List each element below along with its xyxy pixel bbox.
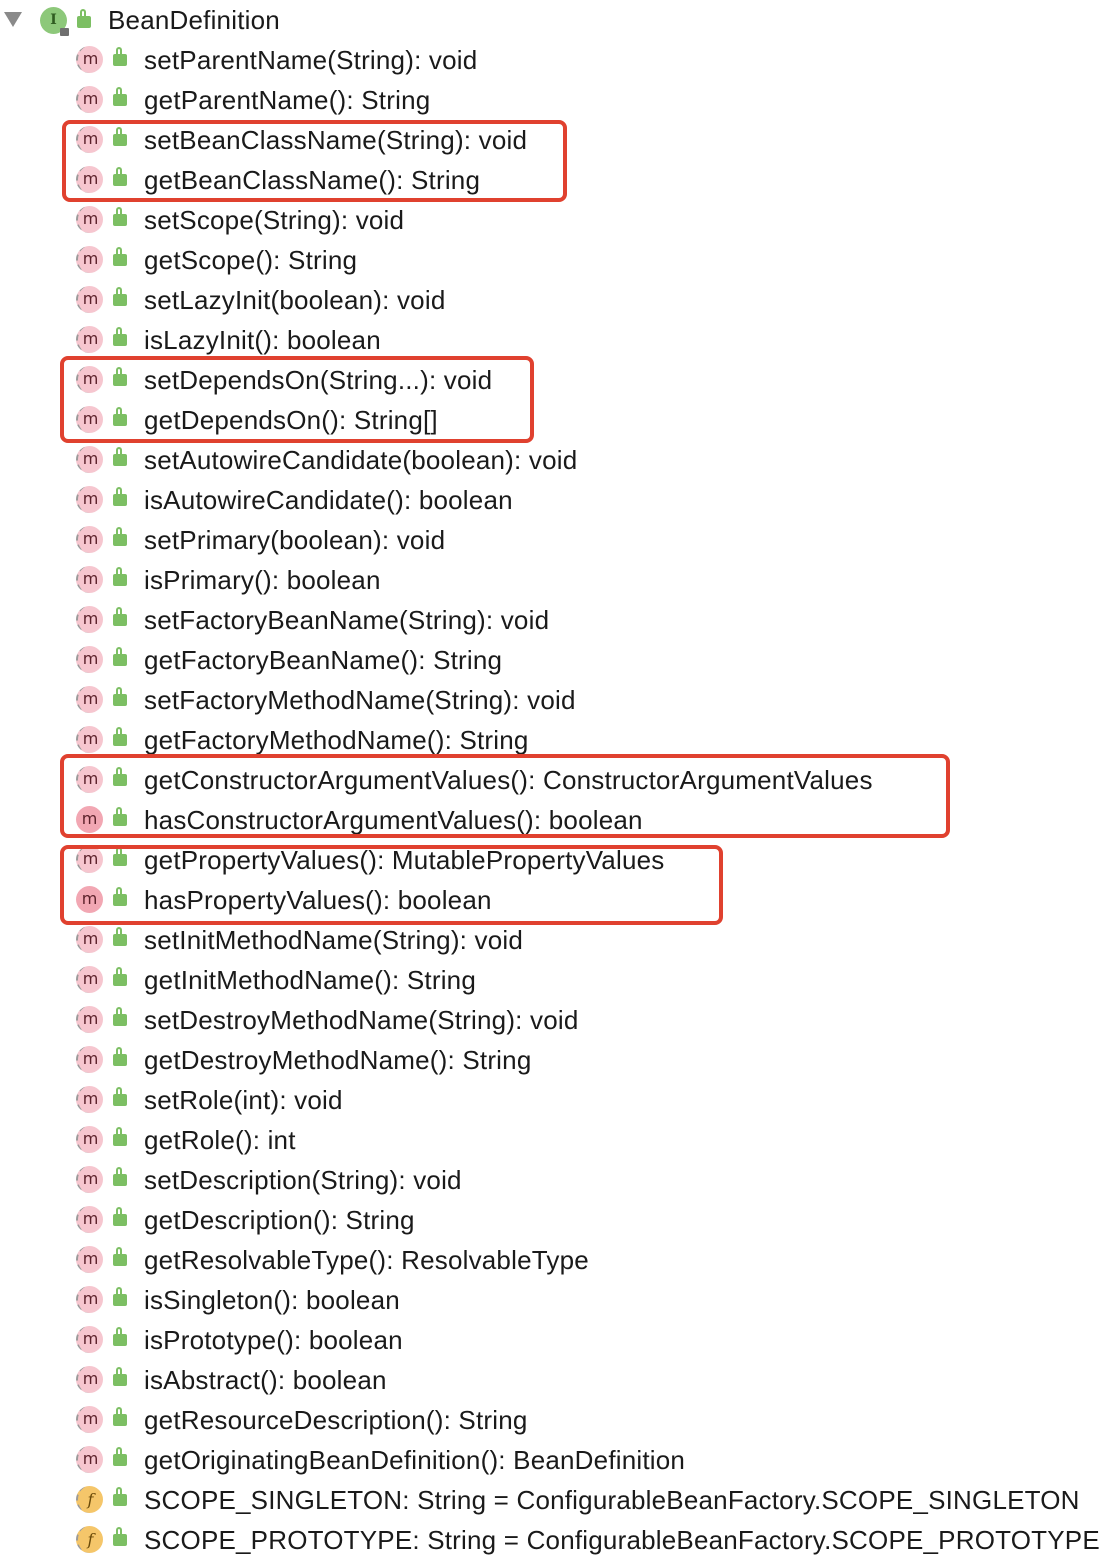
field-icon: f (76, 1486, 103, 1513)
method-row[interactable] (0, 520, 1106, 560)
member-label: setParentName(String): void (144, 45, 478, 75)
member-label: setPrimary(boolean): void (144, 525, 446, 555)
highlight-box-property-values (60, 845, 723, 925)
public-lock-icon (113, 334, 127, 346)
member-label: isAutowireCandidate(): boolean (144, 485, 513, 515)
method-row[interactable] (0, 1320, 1106, 1360)
method-icon: m (76, 1126, 103, 1153)
method-icon: m (76, 1046, 103, 1073)
method-icon: m (76, 1366, 103, 1393)
member-label: getDependsOn(): String[] (144, 405, 438, 435)
method-row[interactable] (0, 1040, 1106, 1080)
method-row[interactable] (0, 280, 1106, 320)
member-label: hasConstructorArgumentValues(): boolean (144, 805, 643, 835)
method-icon: m (76, 46, 103, 73)
method-icon: m (76, 646, 103, 673)
field-row[interactable] (0, 1520, 1106, 1560)
method-icon: m (76, 1406, 103, 1433)
field-row[interactable] (0, 1480, 1106, 1520)
method-row[interactable] (0, 600, 1106, 640)
public-lock-icon (113, 1494, 127, 1506)
member-label: getDestroyMethodName(): String (144, 1045, 532, 1075)
tree-root-row[interactable] (0, 0, 1106, 40)
method-icon: m (76, 446, 103, 473)
method-icon: m (76, 206, 103, 233)
method-row[interactable] (0, 1160, 1106, 1200)
method-row[interactable] (0, 640, 1106, 680)
public-lock-icon (113, 1054, 127, 1066)
method-icon: m (76, 406, 103, 433)
method-row[interactable] (0, 1440, 1106, 1480)
member-label: getResolvableType(): ResolvableType (144, 1245, 589, 1275)
public-lock-icon (113, 574, 127, 586)
public-lock-icon (113, 294, 127, 306)
tree-root-label: BeanDefinition (108, 5, 280, 35)
member-label: hasPropertyValues(): boolean (144, 885, 492, 915)
highlight-box-bean-class-name (62, 120, 567, 202)
interface-icon: I (40, 7, 67, 34)
method-icon: m (76, 726, 103, 753)
member-label: setInitMethodName(String): void (144, 925, 524, 955)
method-icon: m (76, 1326, 103, 1353)
method-icon: m (76, 1446, 103, 1473)
method-icon: m (76, 846, 103, 873)
method-row[interactable] (0, 1200, 1106, 1240)
public-lock-icon (113, 1534, 127, 1546)
field-icon: f (76, 1526, 103, 1553)
member-label: setScope(String): void (144, 205, 405, 235)
member-label: setBeanClassName(String): void (144, 125, 528, 155)
method-row[interactable] (0, 1240, 1106, 1280)
public-lock-icon (113, 1414, 127, 1426)
method-row[interactable] (0, 480, 1106, 520)
method-icon: m (76, 806, 103, 833)
method-icon: m (76, 486, 103, 513)
method-row[interactable] (0, 40, 1106, 80)
method-icon: m (76, 166, 103, 193)
member-label: setDependsOn(String...): void (144, 365, 493, 395)
public-lock-icon (113, 1334, 127, 1346)
member-label: getBeanClassName(): String (144, 165, 481, 195)
public-lock-icon (113, 1174, 127, 1186)
member-label: setRole(int): void (144, 1085, 343, 1115)
member-label: setFactoryBeanName(String): void (144, 605, 550, 635)
method-icon: m (76, 1086, 103, 1113)
method-row[interactable] (0, 1360, 1106, 1400)
public-lock-icon (113, 1214, 127, 1226)
method-row[interactable] (0, 240, 1106, 280)
member-label: setFactoryMethodName(String): void (144, 685, 576, 715)
member-label: isPrimary(): boolean (144, 565, 381, 595)
member-label: isAbstract(): boolean (144, 1365, 387, 1395)
method-icon: m (76, 126, 103, 153)
member-label: isLazyInit(): boolean (144, 325, 381, 355)
public-lock-icon (113, 1254, 127, 1266)
public-lock-icon (113, 734, 127, 746)
chevron-down-icon[interactable] (4, 12, 22, 27)
member-label: getScope(): String (144, 245, 358, 275)
highlight-box-constructor-args (60, 754, 950, 838)
method-row[interactable] (0, 1400, 1106, 1440)
method-row[interactable] (0, 80, 1106, 120)
public-lock-icon (113, 454, 127, 466)
public-lock-icon (113, 654, 127, 666)
method-icon: m (76, 766, 103, 793)
method-row[interactable] (0, 440, 1106, 480)
method-icon: m (76, 686, 103, 713)
method-row[interactable] (0, 960, 1106, 1000)
method-icon: m (76, 1286, 103, 1313)
public-lock-icon (113, 1014, 127, 1026)
method-icon: m (76, 366, 103, 393)
member-label: setLazyInit(boolean): void (144, 285, 446, 315)
method-icon: m (76, 526, 103, 553)
method-icon: m (76, 1166, 103, 1193)
member-label: getFactoryMethodName(): String (144, 725, 529, 755)
public-lock-icon (113, 1094, 127, 1106)
public-lock-icon (113, 94, 127, 106)
public-lock-icon (113, 934, 127, 946)
member-label: isSingleton(): boolean (144, 1285, 400, 1315)
method-icon: m (76, 286, 103, 313)
public-lock-icon (113, 214, 127, 226)
method-icon: m (76, 926, 103, 953)
public-lock-icon (113, 494, 127, 506)
method-icon: m (76, 326, 103, 353)
method-row[interactable] (0, 680, 1106, 720)
member-label: setDescription(String): void (144, 1165, 462, 1195)
method-row[interactable] (0, 920, 1106, 960)
member-label: isPrototype(): boolean (144, 1325, 403, 1355)
member-label: setAutowireCandidate(boolean): void (144, 445, 578, 475)
member-label: getParentName(): String (144, 85, 431, 115)
member-label: getOriginatingBeanDefinition(): BeanDefinition (144, 1445, 686, 1475)
method-row[interactable] (0, 560, 1106, 600)
method-icon: m (76, 886, 103, 913)
public-lock-icon (113, 254, 127, 266)
method-icon: m (76, 1006, 103, 1033)
member-label: getFactoryBeanName(): String (144, 645, 503, 675)
member-label: getConstructorArgumentValues(): ConstructorArgumentValues (144, 765, 873, 795)
member-label: SCOPE_SINGLETON: String = ConfigurableBeanFactory.SCOPE_SINGLETON (144, 1485, 1080, 1515)
method-row[interactable] (0, 200, 1106, 240)
public-lock-icon (113, 1294, 127, 1306)
method-row[interactable] (0, 1080, 1106, 1120)
public-lock-icon (113, 534, 127, 546)
public-lock-icon (113, 694, 127, 706)
method-row[interactable] (0, 1120, 1106, 1160)
method-icon: m (76, 966, 103, 993)
public-lock-icon (113, 54, 127, 66)
member-label: getResourceDescription(): String (144, 1405, 528, 1435)
method-icon: m (76, 1206, 103, 1233)
public-lock-icon (113, 974, 127, 986)
public-lock-icon (113, 1134, 127, 1146)
method-icon: m (76, 246, 103, 273)
member-label: getDescription(): String (144, 1205, 415, 1235)
method-row[interactable] (0, 1000, 1106, 1040)
member-label: getRole(): int (144, 1125, 296, 1155)
method-icon: m (76, 86, 103, 113)
method-icon: m (76, 566, 103, 593)
method-icon: m (76, 606, 103, 633)
member-label: getPropertyValues(): MutablePropertyValues (144, 845, 665, 875)
member-label: setDestroyMethodName(String): void (144, 1005, 579, 1035)
method-row[interactable] (0, 320, 1106, 360)
public-lock-icon (113, 1374, 127, 1386)
member-label: SCOPE_PROTOTYPE: String = ConfigurableBeanFactory.SCOPE_PROTOTYPE (144, 1525, 1100, 1555)
highlight-box-depends-on (60, 356, 534, 443)
member-label: getInitMethodName(): String (144, 965, 476, 995)
public-lock-icon (113, 614, 127, 626)
method-icon: m (76, 1246, 103, 1273)
method-row[interactable] (0, 1280, 1106, 1320)
public-lock-icon (77, 16, 91, 28)
public-lock-icon (113, 1454, 127, 1466)
